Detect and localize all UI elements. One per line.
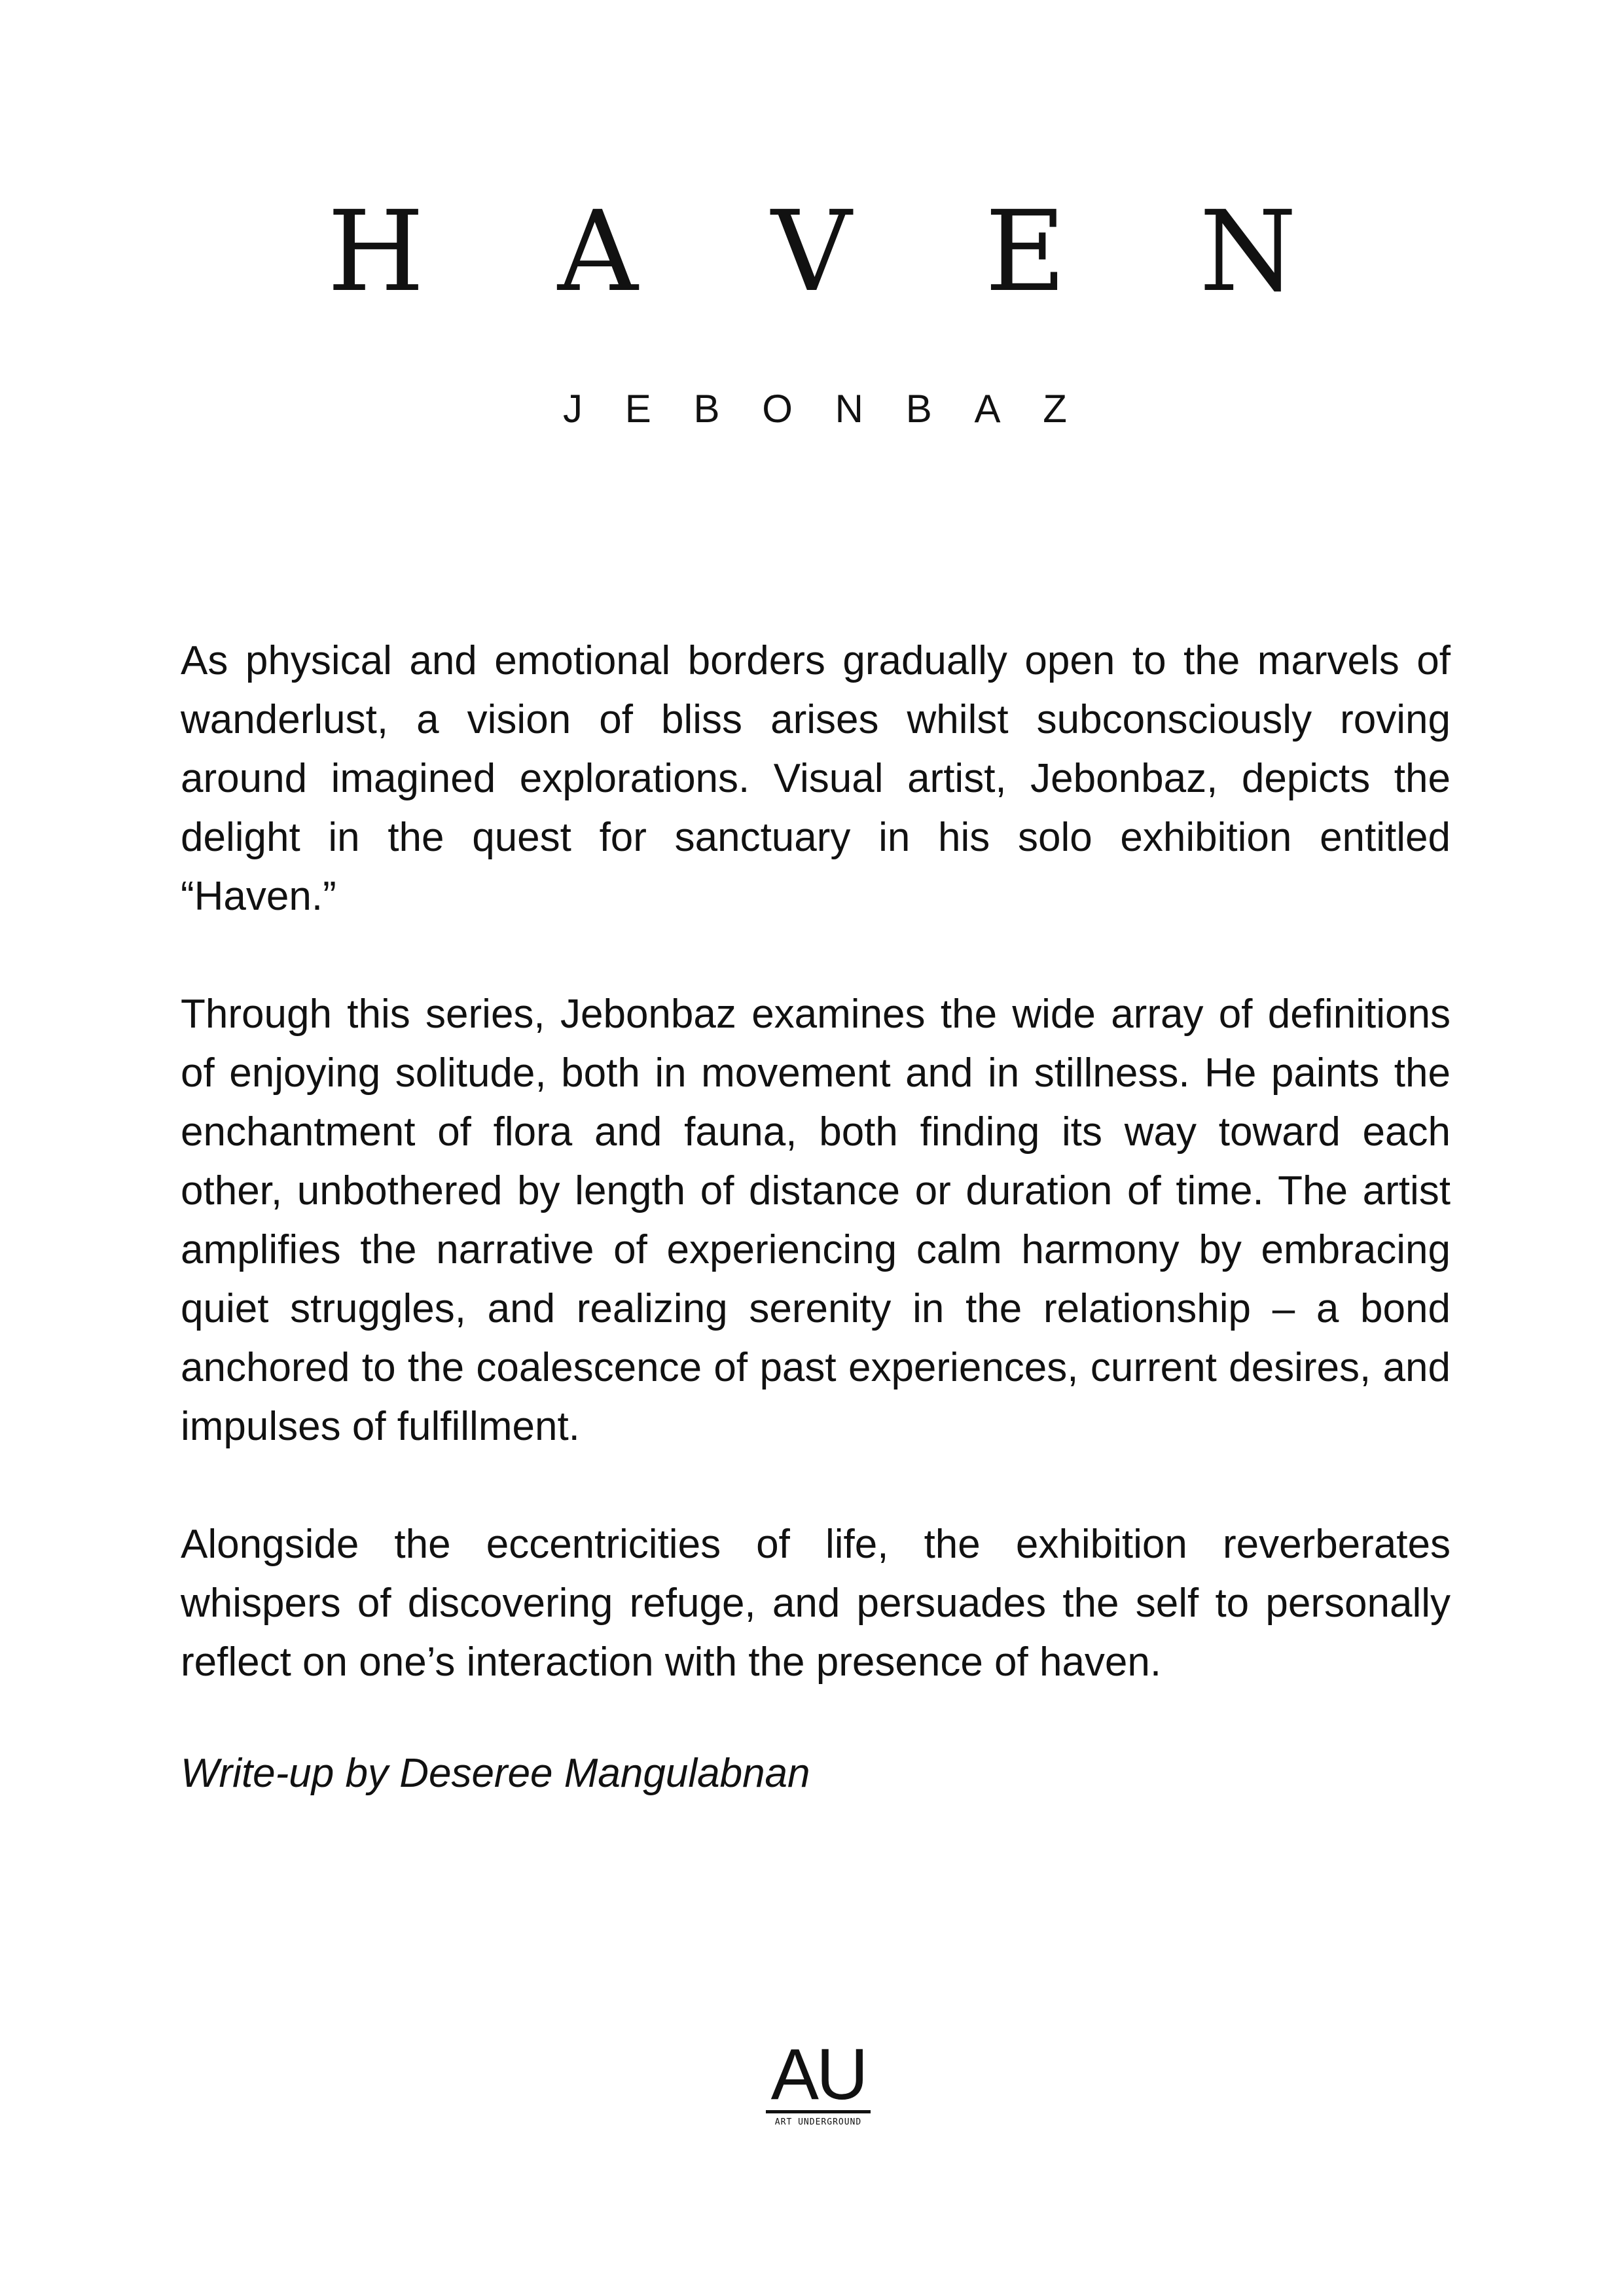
exhibition-title xyxy=(327,187,1297,317)
paragraph: Alongside the eccentricities of life, the exhibition reverberates whispers of discovering refuge, and persuades the self to personally reflect on one’s interaction with the presence of haven. xyxy=(181,1522,1451,1685)
title-letter: H xyxy=(327,187,425,317)
artist-letter: B xyxy=(693,387,720,431)
gallery-logo xyxy=(766,2034,871,2127)
artist-name xyxy=(563,389,1067,429)
paragraph: As physical and emotional borders gradually open to the marvels of wanderlust, a vision of bliss arises whilst subconsciously roving around imagined explorations. Visual artist, Jebonbaz, depicts the delight in the quest for sanctuary in his solo exhibition entitled “Haven.” xyxy=(181,638,1451,919)
artist-letter: Z xyxy=(1043,387,1067,431)
title-letter: N xyxy=(1199,187,1297,317)
artist-letter: O xyxy=(762,387,793,431)
artist-letter: A xyxy=(974,387,1001,431)
artist-letter: E xyxy=(624,387,651,431)
logo-mark: AU xyxy=(766,2042,871,2113)
logo-name: ART UNDERGROUND xyxy=(774,2117,862,2127)
title-letter: E xyxy=(984,187,1066,317)
artist-letter: N xyxy=(835,387,864,431)
paragraph: Through this series, Jebonbaz examines the wide array of definitions of enjoying solitude, both in movement and in stillness. He paints the enchantment of flora and fauna, both finding its way toward each other, unbothered by length of distance or duration of time. The artist amplifies the narrative of experiencing calm harmony by embracing quiet struggles, and realizing serenity in the relationship – a bond anchored to the coalescence of past experiences, current desires, and impulses of fulfillment. xyxy=(181,992,1451,1449)
artist-letter: J xyxy=(563,387,583,431)
title-letter: A xyxy=(557,187,638,317)
title-letter: V xyxy=(771,187,852,317)
exhibition-statement xyxy=(181,632,1451,1862)
artist-letter: B xyxy=(905,387,932,431)
author-credit: Write-up by Deseree Mangulabnan xyxy=(181,1751,810,1796)
